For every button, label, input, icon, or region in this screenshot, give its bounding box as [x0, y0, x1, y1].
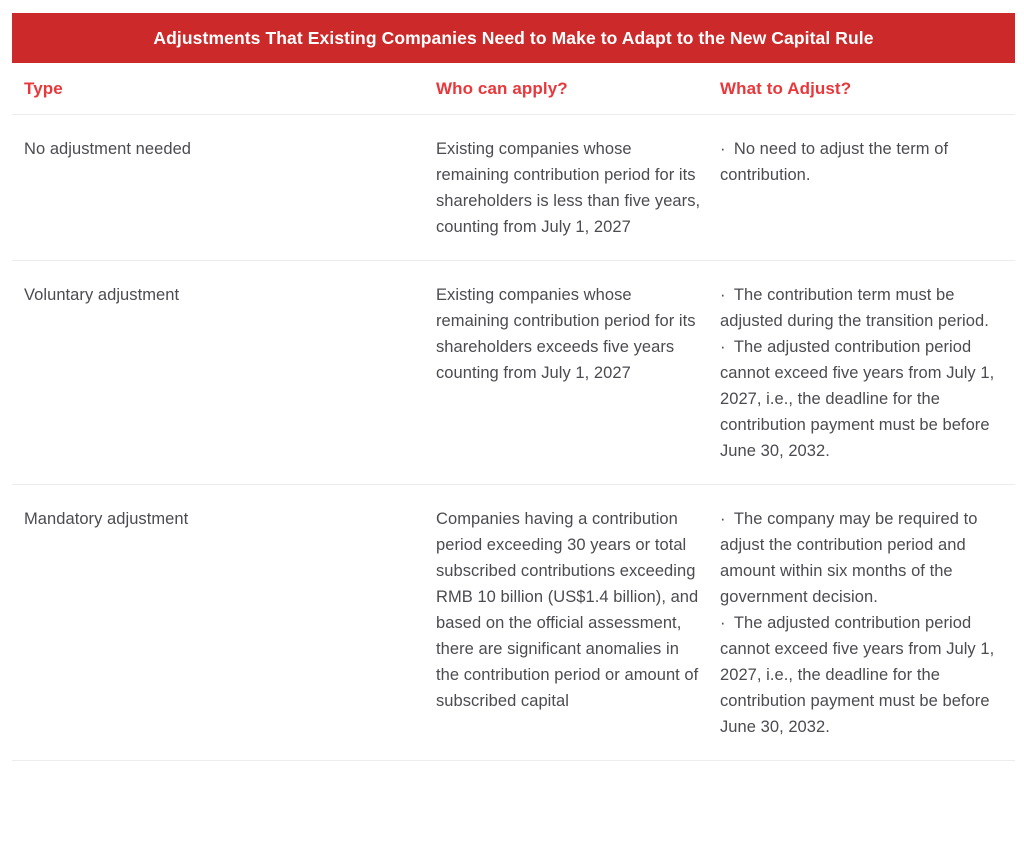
header-cell-what-wrap — [720, 79, 1015, 99]
table-row — [12, 485, 1015, 761]
cell-what-to-adjust — [720, 136, 1007, 188]
bullet-item — [720, 610, 1007, 740]
bullet-point-icon: · — [720, 614, 734, 632]
bullet-item — [720, 334, 1007, 464]
bullet-point-icon: · — [720, 510, 734, 528]
cell-who-can-apply: Existing companies whose remaining contribution period for its shareholders exceeds five years counting from July 1, 2027 — [436, 286, 696, 382]
table-grid — [12, 63, 1015, 761]
cell-who-wrap — [436, 506, 720, 714]
bullet-item-text: The adjusted contribution period cannot exceed five years from July 1, 2027, i.e., the deadline for the contribution payment must be before June 30, 2032. — [720, 338, 995, 460]
table-title: Adjustments That Existing Companies Need to Make to Adapt to the New Capital Rule — [153, 27, 874, 48]
cell-who-wrap — [436, 282, 720, 386]
bullet-point-icon: · — [720, 286, 734, 304]
cell-type-wrap — [12, 282, 436, 308]
cell-type: Voluntary adjustment — [24, 286, 180, 304]
cell-who-can-apply: Existing companies whose remaining contribution period for its shareholders is less than five years, counting from July 1, 2027 — [436, 140, 701, 236]
cell-what-wrap — [720, 282, 1015, 464]
cell-what-to-adjust — [720, 282, 1007, 464]
bullet-item-text: No need to adjust the term of contribution. — [720, 140, 949, 184]
header-cell-type-wrap — [12, 79, 436, 99]
cell-who-wrap — [436, 136, 720, 240]
bullet-item — [720, 506, 1007, 610]
bullet-item — [720, 282, 1007, 334]
table-header-row — [12, 63, 1015, 115]
cell-who-can-apply: Companies having a contribution period exceeding 30 years or total subscribed contributions exceeding RMB 10 billion (US$1.4 billion), and based on the official assessment, there are significant anomalies in the contribution period or amount of subscribed capital — [436, 510, 699, 710]
table-title-banner — [12, 13, 1015, 63]
cell-what-wrap — [720, 506, 1015, 740]
table-row — [12, 115, 1015, 261]
bullet-item-text: The contribution term must be adjusted during the transition period. — [720, 286, 989, 330]
cell-what-to-adjust — [720, 506, 1007, 740]
column-header-what-to-adjust: What to Adjust? — [720, 78, 852, 98]
bullet-item — [720, 136, 1007, 188]
bullet-item-text: The adjusted contribution period cannot exceed five years from July 1, 2027, i.e., the deadline for the contribution payment must be before June 30, 2032. — [720, 614, 995, 736]
bullet-point-icon: · — [720, 338, 734, 356]
table-row — [12, 261, 1015, 485]
cell-type-wrap — [12, 136, 436, 162]
bullet-item-text: The company may be required to adjust the contribution period and amount within six months of the government decision. — [720, 510, 978, 606]
cell-type: No adjustment needed — [24, 140, 192, 158]
cell-type-wrap — [12, 506, 436, 532]
header-cell-who-wrap — [436, 79, 720, 99]
cell-what-wrap — [720, 136, 1015, 188]
bullet-point-icon: · — [720, 140, 734, 158]
column-header-who-can-apply: Who can apply? — [436, 78, 568, 98]
column-header-type: Type — [24, 78, 63, 98]
cell-type: Mandatory adjustment — [24, 510, 189, 528]
